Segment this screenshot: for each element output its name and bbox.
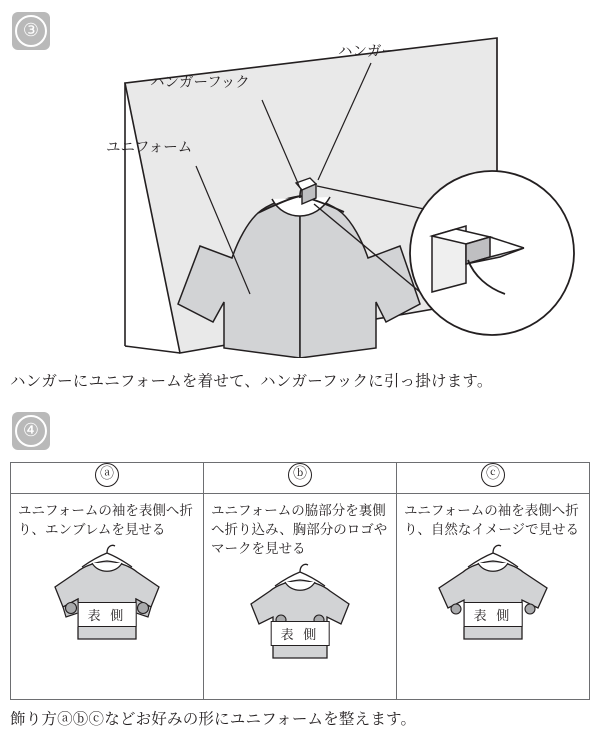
column-letter-a: ⓐ [95,463,119,487]
step-4-number: ④ [15,415,47,447]
option-cell-b [203,494,396,700]
table-header-row [11,463,590,494]
step-3-number: ③ [15,15,47,47]
option-a-figure [11,541,203,641]
column-letter-c: ⓒ [481,463,505,487]
display-options-table [10,462,590,700]
column-header-c [396,463,589,494]
option-b-description: ユニフォームの脇部分を裏側へ折り込み、胸部分のロゴやマークを見せる [210,503,388,557]
column-header-a [11,463,204,494]
step-4-badge [12,412,50,450]
table-content-row [11,494,590,700]
option-a-shirt-label: 表 側 [78,602,137,627]
option-cell-c [396,494,589,700]
option-b-shirt-label: 表 側 [271,621,330,646]
label-hanger-hook: ハンガーフック [150,75,250,91]
label-uniform: ユニフォーム [106,140,193,156]
label-hanger: ハンガー [338,44,396,60]
option-a-description: ユニフォームの袖を表側へ折り、エンブレムを見せる [18,503,193,538]
option-c-shirt-label: 表 側 [464,602,523,627]
option-c-description: ユニフォームの袖を表側へ折り、自然なイメージで見せる [403,503,580,538]
step-4-caption: 飾り方ⓐⓑⓒなどお好みの形にユニフォームを整えます。 [10,711,417,728]
column-header-b [203,463,396,494]
option-b-figure [204,560,396,660]
column-letter-b: ⓑ [288,463,312,487]
step-3-illustration [0,8,600,358]
step-3-caption: ハンガーにユニフォームを着せて、ハンガーフックに引っ掛けます。 [10,373,493,390]
option-cell-a [11,494,204,700]
option-c-figure [397,541,589,641]
